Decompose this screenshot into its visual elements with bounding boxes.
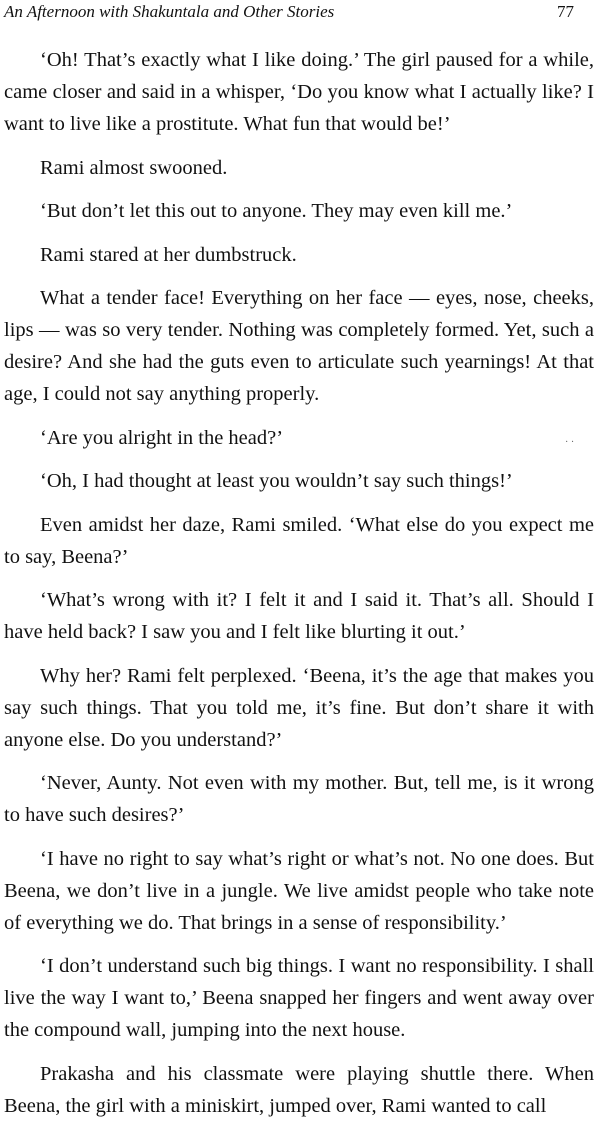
paragraph: Why her? Rami felt perplexed. ‘Beena, it’s the age that makes you say such things. That you told me, it’s fine. But don’t share it with anyone else. Do you understand?’ xyxy=(4,664,594,751)
paragraph: ‘Are you alright in the head?’ xyxy=(40,426,284,449)
paragraph: Prakasha and his classmate were playing shuttle there. When Beena, the girl with a miniskirt, jumped over, Rami wanted to call xyxy=(4,1062,594,1117)
scan-speck: · · xyxy=(565,437,575,448)
paragraph: What a tender face! Everything on her face — eyes, nose, cheeks, lips — was so very tender. Nothing was completely formed. Yet, such a desire? And she had the guts even to articulate such yearnings! At that age, I could not say anything properly. xyxy=(4,287,594,405)
book-title: An Afternoon with Shakuntala and Other Stories xyxy=(4,2,335,21)
paragraph: Rami almost swooned. xyxy=(40,156,228,179)
page-number: 77 xyxy=(557,2,574,21)
paragraph: ‘I don’t understand such big things. I want no responsibility. I shall live the way I want to,’ Beena snapped her fingers and went away over the compound wall, jumping into the next house. xyxy=(4,955,594,1041)
paragraph: ‘What’s wrong with it? I felt it and I said it. That’s all. Should I have held back? I saw you and I felt like blurting it out.’ xyxy=(4,589,594,643)
paragraph: Even amidst her daze, Rami smiled. ‘What else do you expect me to say, Beena?’ xyxy=(4,513,594,568)
paragraph: ‘Oh, I had thought at least you wouldn’t say such things!’ xyxy=(40,470,513,492)
paragraph: ‘Never, Aunty. Not even with my mother. But, tell me, is it wrong to have such desires?’ xyxy=(4,772,594,826)
paragraph: ‘Oh! That’s exactly what I like doing.’ The girl paused for a while, came closer and said in a whisper, ‘Do you know what I actually like? I want to live like a prostitute. What fun that would be!’ xyxy=(4,49,594,135)
paragraph: ‘But don’t let this out to anyone. They may even kill me.’ xyxy=(40,200,513,222)
running-head xyxy=(4,0,594,30)
body-text xyxy=(4,44,594,1122)
paragraph: ‘I have no right to say what’s right or what’s not. No one does. But Beena, we don’t live in a jungle. We live amidst people who take note of everything we do. That brings in a sense of responsibility.’ xyxy=(4,847,594,934)
paragraph: Rami stared at her dumbstruck. xyxy=(40,243,297,266)
